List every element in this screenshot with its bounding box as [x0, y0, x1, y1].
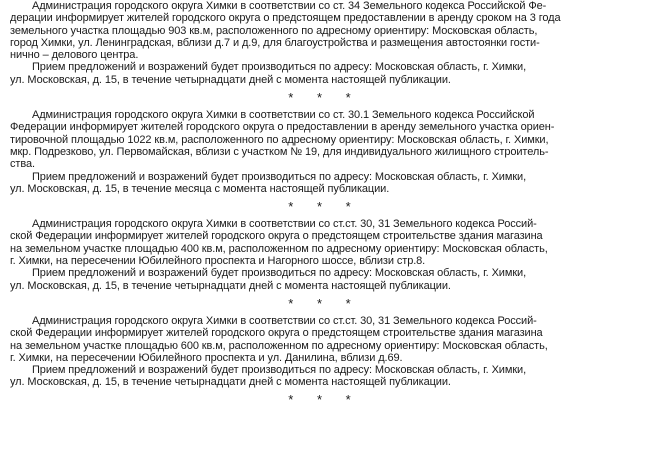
section-separator: * * *	[288, 295, 361, 311]
notice-main-text: Администрация городского округа Химки в соответствии со ст.ст. 30, 31 Земельного кодекса Россий- ской Федерации информирует жителей городского округа о предстоящем строительстве здания магазина на земельном участке площадью 400 кв.м, расположенном по адресному ориентиру: Московская область, г. Химки, на пересечении Юбилейного проспекта и Нагорного шоссе, вблизи стр.8.	[10, 218, 548, 268]
section-separator: * * *	[288, 391, 361, 407]
notice-main-text: Администрация городского округа Химки в соответствии со ст.ст. 30, 31 Земельного кодекса Россий- ской Федерации информирует жителей городского округа о предстоящем строительстве здания магазина на земельном участке площадью 600 кв.м, расположенном по адресному ориентиру: Московская область, г. Химки, на пересечении Юбилейного проспекта и ул. Данилина, вблизи д.69.	[10, 314, 548, 364]
notice-proposals-text: Прием предложений и возражений будет производиться по адресу: Московская область, г. Химки, ул. Московская, д. 15, в течение четырнадцати дней с момента настоящей публикации.	[10, 364, 527, 389]
notice-proposals-text: Прием предложений и возражений будет производиться по адресу: Московская область, г. Химки, ул. Московская, д. 15, в течение месяца с момента настоящей публикации.	[10, 170, 527, 195]
section-separator: * * *	[288, 199, 361, 215]
notice-1	[10, 0, 629, 86]
notice-4	[10, 315, 629, 389]
notice-proposals-text: Прием предложений и возражений будет производиться по адресу: Московская область, г. Химки, ул. Московская, д. 15, в течение четырнадцати дней с момента настоящей публикации.	[10, 61, 527, 86]
notice-2	[10, 109, 629, 195]
notice-main-text: Администрация городского округа Химки в соответствии со ст. 30.1 Земельного кодекса Российской Федерации информирует жителей городского округа о предоставлении в аренду земельного участка ориен- тировочной площадью 1022 кв.м, расположенного по адресному ориентиру: Московская область, г. Химки, мкр. Подрезково, ул. Первомайская, вблизи с участком № 19, для индивидуального жилищного строитель- ства.	[10, 109, 555, 171]
section-separator: * * *	[288, 90, 361, 106]
notice-main-text: Администрация городского округа Химки в соответствии со ст. 34 Земельного кодекса Российской Фе- дерации информирует жителей городского округа о предстоящем предоставлении в аренду сроком на 3 года земельного участка площадью 903 кв.м, расположенного по адресному ориентиру: Московская область, город Химки, ул. Ленинградская, вблизи д.7 и д.9, для благоустройства и размещения автостоянки гости- нично – делового центра.	[10, 0, 561, 62]
notice-proposals-text: Прием предложений и возражений будет производиться по адресу: Московская область, г. Химки, ул. Московская, д. 15, в течение четырнадцати дней с момента настоящей публикации.	[10, 267, 527, 292]
notice-3	[10, 218, 629, 292]
